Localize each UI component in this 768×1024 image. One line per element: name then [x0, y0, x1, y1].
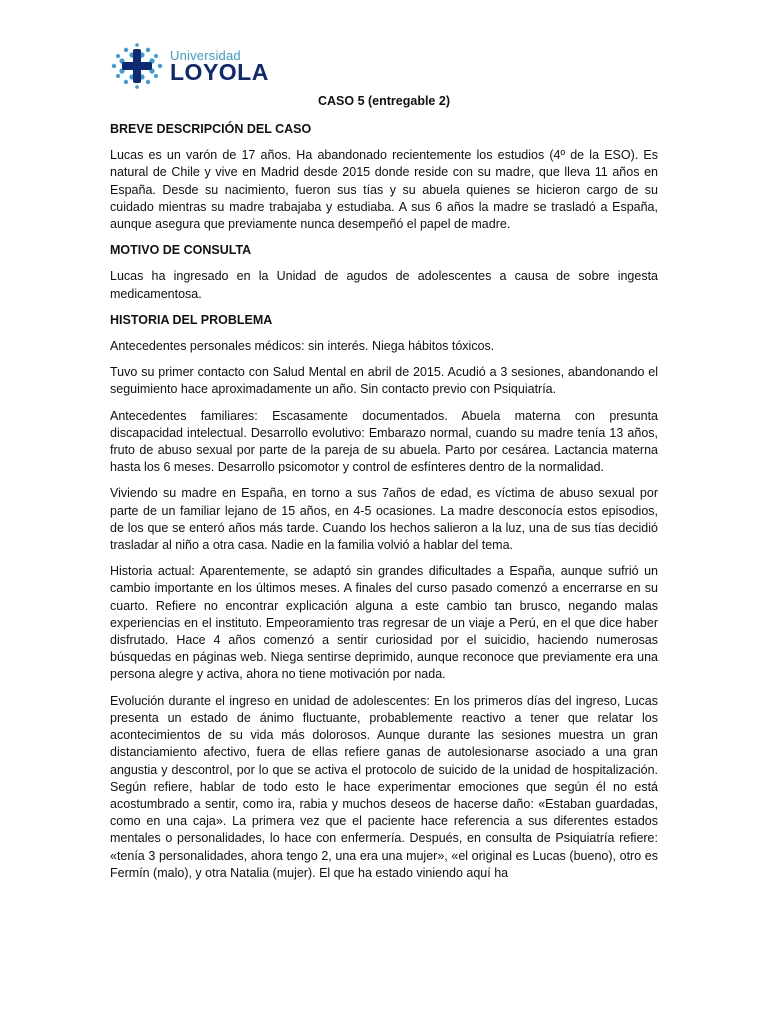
logo-loyola-text: LOYOLA: [170, 59, 269, 85]
paragraph-antecedentes-familiares: Antecedentes familiares: Escasamente documentados. Abuela materna con presunta discapacidad intelectual. Desarrollo evolutivo: Embarazo normal, cuando su madre tenía 13 años, fruto de abuso sexual por parte de la pareja de su abuela. Parto por cesárea. Lactancia materna hasta los 6 meses. Desarrollo psicomotor y control de esfínteres dentro de la normalidad.: [110, 408, 658, 475]
university-logo: [108, 42, 288, 90]
section-heading-historia: HISTORIA DEL PROBLEMA: [110, 312, 273, 327]
paragraph-antecedentes-medicos: Antecedentes personales médicos: sin interés. Niega hábitos tóxicos.: [110, 339, 495, 354]
paragraph-evolucion: Evolución durante el ingreso en unidad de adolescentes: En los primeros días del ingreso, Lucas presenta un estado de ánimo fluctuante, probablemente reactivo a tener que relatar los acontecimientos de su vida más dolorosos. Aunque durante las sesiones muestra un gran distanciamiento afectivo, fuera de ellas refiere ganas de autolesionarse asociado a una gran angustia y descontrol, por lo que se activa el protocolo de suicido de la unidad de hospitalización. Según refiere, hablar de todo esto le hace experimentar emociones que según él no está acostumbrado a sentir, como ira, rabia y muchos deseos de hacerse daño: «Estaban guardadas, como en una caja». La primera vez que el paciente hace referencia a sus diferentes estados mentales o personalidades, lo hace con enfermería. Después, en consulta de Psiquiatría refiere: «tenía 3 personalidades, ahora tengo 2, una era una mujer», «el original es Lucas (bueno), otro es Fermín (malo), y otra Natalia (mujer). El que ha estado viniendo aquí ha: [110, 693, 658, 880]
paragraph-salud-mental: Tuvo su primer contacto con Salud Mental en abril de 2015. Acudió a 3 sesiones, abandonando el seguimiento hace aproximadamente un año. Sin contacto previo con Psiquiatría.: [110, 365, 658, 397]
section-heading-motivo: MOTIVO DE CONSULTA: [110, 243, 252, 258]
logo-universidad-text: Universidad: [170, 48, 241, 63]
paragraph-historia-actual: Historia actual: Aparentemente, se adaptó sin grandes dificultades a España, aunque sufrió un cambio importante en los últimos meses. A finales del curso pasado comenzó a encerrarse en su cuarto. Refiere no encontrar explicación alguna a este cambio tan brusco, negando malas experiencias en el instituto. Empeoramiento tras regresar de un viaje a Perú, en el que dice haber disfrutado. Hace 4 años comenzó a sentir curiosidad por el suicidio, haciendo numerosas búsquedas en páginas web. Niega sentirse deprimido, aunque reconoce que previamente era una persona alegre y activa, ahora no tiene motivación por nada.: [110, 564, 658, 682]
paragraph-descripcion: Lucas es un varón de 17 años. Ha abandonado recientemente los estudios (4º de la ESO). Es natural de Chile y vive en Madrid desde 2015 donde reside con su madre, que lleva 11 años en España. Desde su nacimiento, fueron sus tías y su abuela quienes se hicieron cargo de su cuidado mientras su madre trabajaba y estudiaba. A sus 6 años la madre se trasladó a España, aunque asegura que previamente nunca desempeñó el papel de madre.: [110, 148, 658, 232]
paragraph-motivo: Lucas ha ingresado en la Unidad de agudos de adolescentes a causa de sobre ingesta medicamentosa.: [110, 269, 658, 301]
paragraph-abuso: Viviendo su madre en España, en torno a sus 7años de edad, es víctima de abuso sexual por parte de un familiar lejano de 15 años, en 4-5 ocasiones. La madre desconocía estos episodios, de los que se enteró años más tarde. Cuando los hechos salieron a la luz, una de sus tías decidió trasladar al niño a otra casa. Nadie en la familia volvió a hablar del tema.: [110, 486, 658, 553]
loyola-cross-icon: [108, 42, 166, 90]
document-title: CASO 5 (entregable 2): [318, 94, 450, 108]
section-heading-descripcion: BREVE DESCRIPCIÓN DEL CASO: [110, 122, 312, 136]
document-body: [110, 121, 658, 882]
